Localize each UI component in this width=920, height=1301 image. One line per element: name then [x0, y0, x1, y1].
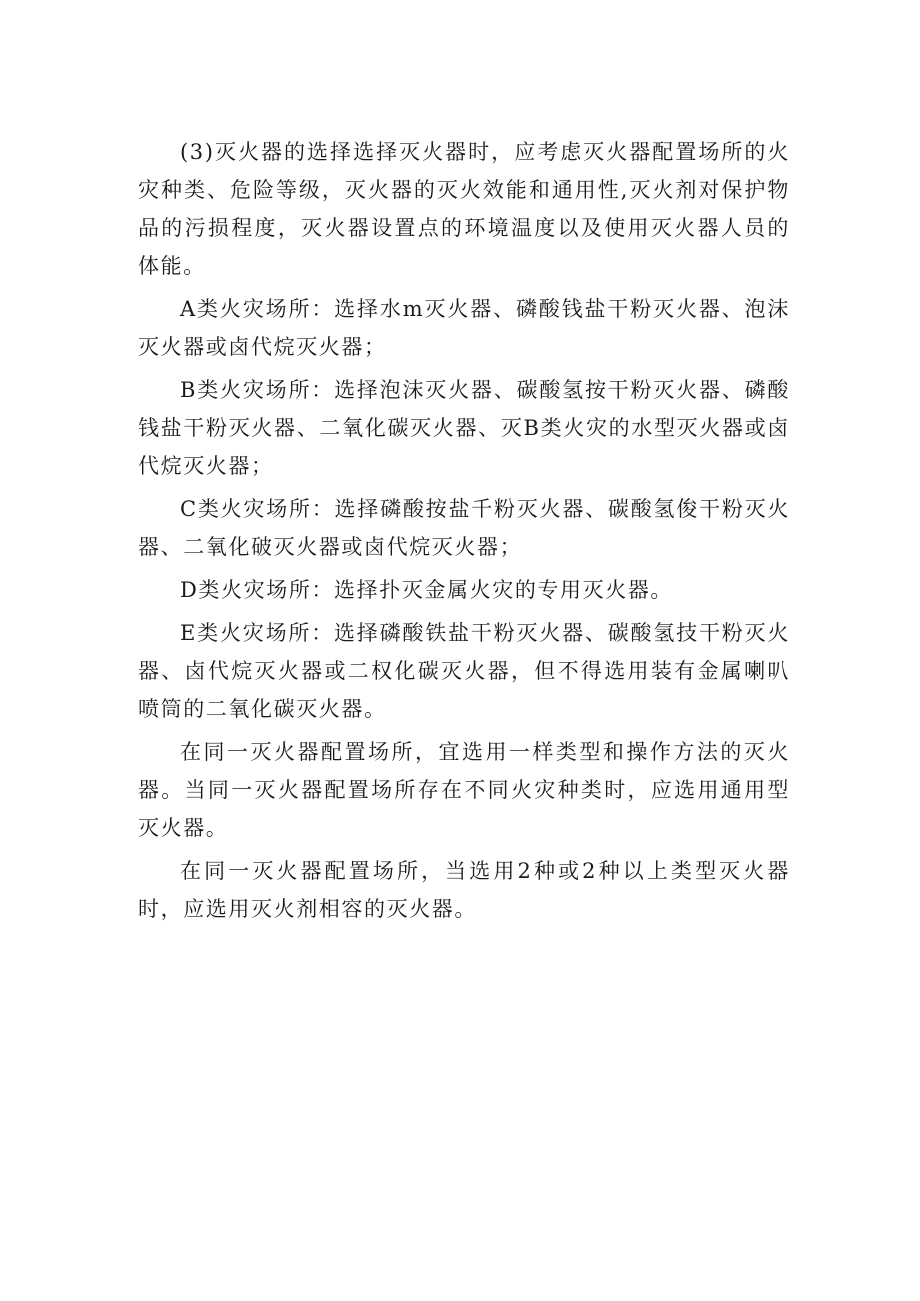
paragraph-class-c-fire: C类火灾场所：选择磷酸按盐千粉灭火器、碳酸氢俊干粉灭火器、二氧化破灭火器或卤代烷灭火器； — [138, 497, 790, 559]
paragraph-class-d-fire: D类火灾场所：选择扑灭金属火灾的专用灭火器。 — [180, 578, 674, 602]
paragraph-extinguisher-selection: (3)灭火器的选择选择灭火器时，应考虑灭火器配置场所的火灾种类、危险等级，灭火器的灭火效能和通用性,灭火剂对保护物品的污损程度，灭火器设置点的环境温度以及使用灭火器人员的体能。 — [138, 140, 790, 278]
paragraph-same-type-rule: 在同一灭火器配置场所，宜选用一样类型和操作方法的灭火器。当同一灭火器配置场所存在不同火灾种类时，应选用通用型灭火器。 — [138, 740, 790, 840]
paragraph-compatible-agent-rule: 在同一灭火器配置场所，当选用2种或2种以上类型灭火器时，应选用灭火剂相容的灭火器。 — [138, 859, 790, 921]
document-body — [138, 133, 790, 933]
paragraph-class-e-fire: E类火灾场所：选择磷酸铁盐干粉灭火器、碳酸氢技干粉灭火器、卤代烷灭火器或二权化碳灭火器，但不得选用装有金属喇叭喷筒的二氧化碳灭火器。 — [138, 621, 790, 721]
paragraph-class-b-fire: B类火灾场所：选择泡沫灭火器、碳酸氢按干粉灭火器、磷酸钱盐干粉灭火器、二氧化碳灭火器、灭B类火灾的水型灭火器或卤代烷灭火器； — [138, 378, 790, 478]
paragraph-class-a-fire: A类火灾场所：选择水m灭火器、磷酸钱盐干粉灭火器、泡沫灭火器或卤代烷灭火器； — [138, 297, 790, 359]
